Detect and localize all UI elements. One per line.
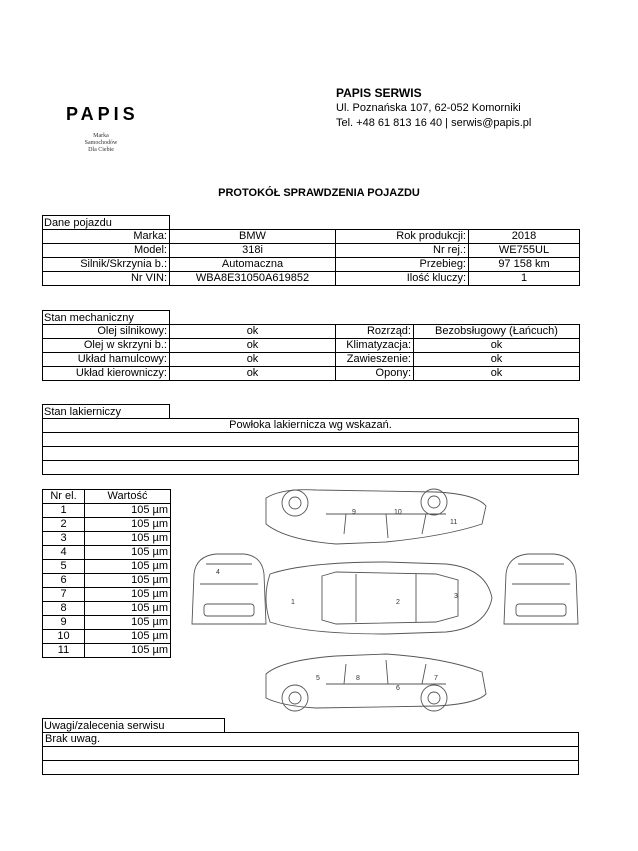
- field-label: Rozrząd:: [336, 325, 414, 339]
- table-row: [43, 747, 579, 761]
- element-number: 10: [43, 630, 85, 644]
- element-number: 1: [43, 504, 85, 518]
- paint-table: [42, 418, 579, 475]
- field-label: Zawieszenie:: [336, 353, 414, 367]
- company-contact: Tel. +48 61 813 16 40 | serwis@papis.pl: [336, 117, 532, 129]
- field-label: Nr rej.:: [336, 244, 469, 258]
- element-value: 105 µm: [85, 546, 171, 560]
- field-label: Olej w skrzyni b.:: [43, 339, 170, 353]
- logo-tagline: [66, 133, 136, 154]
- element-value: 105 µm: [85, 588, 171, 602]
- element-value: 105 µm: [85, 518, 171, 532]
- table-row: [43, 630, 171, 644]
- field-label: Model:: [43, 244, 170, 258]
- wheel-icon: [282, 685, 308, 711]
- element-value: 105 µm: [85, 630, 171, 644]
- table-row: [43, 490, 171, 504]
- company-name: PAPIS SERWIS: [336, 86, 422, 100]
- papis-logo: [66, 104, 139, 154]
- section-header-vehicle: [42, 215, 170, 229]
- element-value: 105 µm: [85, 602, 171, 616]
- diagram-part-label: 7: [434, 675, 438, 682]
- car-front-view: [192, 554, 266, 624]
- field-value: WBA8E31050A619852: [170, 272, 336, 286]
- empty-cell: [43, 761, 579, 775]
- field-value: Automaczna: [170, 258, 336, 272]
- diagram-part-label: 1: [291, 599, 295, 606]
- diagram-part-label: 4: [216, 569, 220, 576]
- table-row: [43, 325, 580, 339]
- section-header-label: Stan lakierniczy: [44, 406, 122, 418]
- element-number: 8: [43, 602, 85, 616]
- section-header-label: Stan mechaniczny: [44, 312, 134, 324]
- field-label: Opony:: [336, 367, 414, 381]
- table-row: [43, 644, 171, 658]
- logo-text: PAPIS: [66, 104, 139, 124]
- element-number: 3: [43, 532, 85, 546]
- remarks-text: Brak uwag.: [43, 733, 579, 747]
- element-value: 105 µm: [85, 574, 171, 588]
- empty-cell: [43, 461, 579, 475]
- section-header-remarks: [42, 718, 225, 732]
- wheel-hub-icon: [428, 692, 440, 704]
- wheel-hub-icon: [289, 497, 301, 509]
- diagram-part-label: 3: [454, 593, 458, 600]
- field-value: ok: [414, 339, 580, 353]
- element-value: 105 µm: [85, 504, 171, 518]
- field-value: ok: [414, 353, 580, 367]
- table-row: [43, 616, 171, 630]
- wheel-hub-icon: [428, 496, 440, 508]
- table-row: [43, 733, 579, 747]
- section-header-paint: [42, 404, 170, 418]
- field-label: Klimatyzacja:: [336, 339, 414, 353]
- table-row: [43, 367, 580, 381]
- element-value: 105 µm: [85, 532, 171, 546]
- section-header-label: Uwagi/zalecenia serwisu: [44, 720, 165, 732]
- element-value: 105 µm: [85, 616, 171, 630]
- paint-note: Powłoka lakiernicza wg wskazań.: [43, 419, 579, 433]
- wheel-icon: [421, 489, 447, 515]
- table-row: [43, 574, 171, 588]
- table-row: [43, 602, 171, 616]
- table-row: [43, 532, 171, 546]
- diagram-part-label: 5: [316, 675, 320, 682]
- company-info: [336, 86, 531, 131]
- table-row: [43, 560, 171, 574]
- table-row: [43, 546, 171, 560]
- table-row: [43, 230, 580, 244]
- car-diagram: [186, 484, 586, 716]
- logo-tagline-line: Marka: [93, 133, 109, 139]
- table-row: [43, 504, 171, 518]
- field-label: Silnik/Skrzynia b.:: [43, 258, 170, 272]
- diagram-part-label: 8: [356, 675, 360, 682]
- element-number: 11: [43, 644, 85, 658]
- logo-tagline-line: Dla Ciebie: [88, 147, 114, 153]
- vehicle-table: [42, 229, 580, 286]
- empty-cell: [43, 433, 579, 447]
- table-row: [43, 588, 171, 602]
- element-number: 6: [43, 574, 85, 588]
- field-value: 318i: [170, 244, 336, 258]
- table-row: [43, 433, 579, 447]
- field-label: Układ hamulcowy:: [43, 353, 170, 367]
- element-number: 4: [43, 546, 85, 560]
- section-header-mechanical: [42, 310, 170, 324]
- empty-cell: [43, 747, 579, 761]
- measurement-table: [42, 489, 171, 658]
- col-value-header: Wartość: [85, 490, 171, 504]
- field-label: Rok produkcji:: [336, 230, 469, 244]
- element-number: 7: [43, 588, 85, 602]
- table-row: [43, 339, 580, 353]
- field-value: BMW: [170, 230, 336, 244]
- table-row: [43, 272, 580, 286]
- car-left-side-view: [266, 489, 486, 544]
- table-row: [43, 461, 579, 475]
- element-number: 2: [43, 518, 85, 532]
- diagram-part-label: 2: [396, 599, 400, 606]
- field-label: Olej silnikowy:: [43, 325, 170, 339]
- field-value: WE755UL: [469, 244, 580, 258]
- table-row: [43, 258, 580, 272]
- element-value: 105 µm: [85, 560, 171, 574]
- table-row: [43, 761, 579, 775]
- element-value: 105 µm: [85, 644, 171, 658]
- element-number: 9: [43, 616, 85, 630]
- field-value: ok: [170, 367, 336, 381]
- car-rear-view: [504, 554, 578, 624]
- wheel-icon: [282, 490, 308, 516]
- field-value: ok: [170, 325, 336, 339]
- diagram-part-label: 9: [352, 509, 356, 516]
- car-right-side-view: [266, 654, 486, 711]
- empty-cell: [43, 447, 579, 461]
- field-value: 1: [469, 272, 580, 286]
- wheel-hub-icon: [289, 692, 301, 704]
- field-value: ok: [170, 339, 336, 353]
- table-row: [43, 419, 579, 433]
- field-label: Ilość kluczy:: [336, 272, 469, 286]
- diagram-part-label: 6: [396, 685, 400, 692]
- section-header-label: Dane pojazdu: [44, 217, 112, 229]
- element-number: 5: [43, 560, 85, 574]
- field-value: 2018: [469, 230, 580, 244]
- car-top-view: [266, 562, 492, 634]
- document-title: PROTOKÓŁ SPRAWDZENIA POJAZDU: [218, 187, 420, 199]
- field-label: Przebieg:: [336, 258, 469, 272]
- field-label: Układ kierowniczy:: [43, 367, 170, 381]
- field-value: ok: [414, 367, 580, 381]
- diagram-part-label: 11: [450, 519, 458, 526]
- table-row: [43, 353, 580, 367]
- table-row: [43, 518, 171, 532]
- table-row: [43, 244, 580, 258]
- mechanical-table: [42, 324, 580, 381]
- remarks-table: [42, 732, 579, 775]
- field-label: Nr VIN:: [43, 272, 170, 286]
- table-row: [43, 447, 579, 461]
- wheel-icon: [421, 685, 447, 711]
- logo-tagline-line: Samochodów: [84, 140, 118, 146]
- col-nr-header: Nr el.: [43, 490, 85, 504]
- field-value: 97 158 km: [469, 258, 580, 272]
- field-value: Bezobsługowy (Łańcuch): [414, 325, 580, 339]
- diagram-part-label: 10: [394, 509, 402, 516]
- field-value: ok: [170, 353, 336, 367]
- company-address: Ul. Poznańska 107, 62-052 Komorniki: [336, 102, 521, 114]
- field-label: Marka:: [43, 230, 170, 244]
